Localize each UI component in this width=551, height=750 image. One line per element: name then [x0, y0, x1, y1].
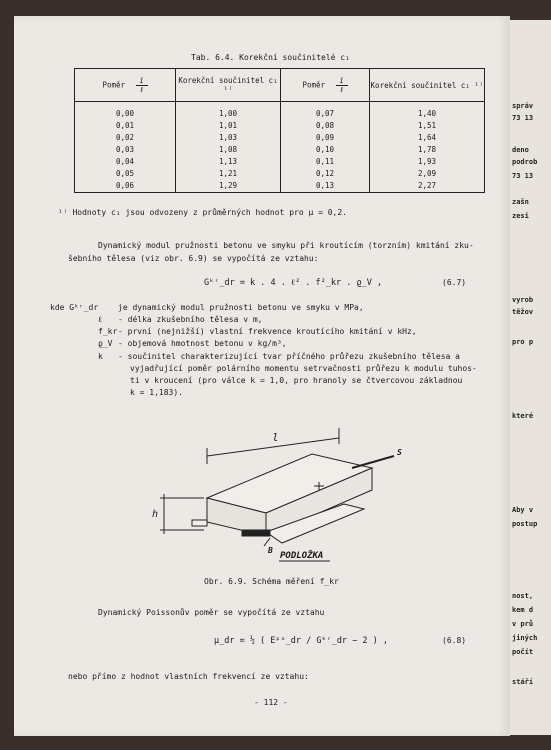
definition-text: k = 1,183).	[130, 388, 183, 397]
paragraph-line: nebo přímo z hodnot vlastních frekvencí ze vztahu:	[68, 672, 309, 681]
adjacent-page-text: vyrob	[512, 296, 534, 304]
adjacent-page-edge	[510, 20, 551, 735]
header-coef-1: Korekční součinitel c₁ ¹⁾	[176, 69, 281, 102]
table-cell: 1,78	[370, 144, 485, 156]
equation-6-7: Gᵏʳ_dr = k . 4 . ℓ² . f²_kr . ϱ_V ,	[204, 278, 383, 288]
table-cell: 0,06	[75, 180, 176, 193]
definition-symbol: k	[98, 352, 103, 361]
table-cell: 1,03	[176, 132, 281, 144]
table-cell: 0,08	[281, 120, 370, 132]
paragraph-line: šebního tělesa (viz obr. 6.9) se vypočítá ze vztahu:	[68, 254, 319, 263]
table-cell: 1,93	[370, 156, 485, 168]
definition-text: - objemová hmotnost betonu v kg/m³,	[118, 339, 287, 348]
adjacent-page-text: počít	[512, 648, 534, 656]
definition-text: vyjadřující poměr polárního momentu setrvačnosti průřezu k modulu tuhos-	[130, 364, 477, 373]
table-cell: 0,04	[75, 156, 176, 168]
table-cell: 2,09	[370, 168, 485, 180]
paragraph-line: Dynamický Poissonův poměr se vypočítá ze vztahu	[98, 608, 325, 617]
definition-text: - první (nejnižší) vlastní frekvence kroutícího kmitání v kHz,	[118, 327, 417, 336]
adjacent-page-text: 73 13	[512, 172, 534, 180]
sensor-b	[242, 530, 270, 536]
header-ratio-1: Poměr $\frac{i}{\text{ℓ}}$	[75, 69, 176, 102]
table-cell: 0,05	[75, 168, 176, 180]
equation-number: (6.7)	[442, 278, 467, 287]
adjacent-page-text: nost,	[512, 592, 534, 600]
adjacent-page-text: postup	[512, 520, 538, 528]
figure-caption: Obr. 6.9. Schéma měření f_kr	[204, 577, 339, 586]
table-cell: 1,40	[370, 102, 485, 121]
adjacent-page-text: 73 13	[512, 114, 534, 122]
table-cell: 0,01	[75, 120, 176, 132]
adjacent-page-text: jiných	[512, 634, 538, 642]
measurement-schema-figure	[14, 16, 510, 736]
header-coef-2: Korekční součinitel c₁ ¹⁾	[370, 69, 485, 102]
book-page	[14, 16, 510, 736]
ratio-fraction: $\frac{i}{\text{ℓ}}$	[336, 77, 348, 94]
adjacent-page-text: kem d	[512, 606, 534, 614]
ratio-fraction: $\frac{i}{\text{ℓ}}$	[136, 77, 148, 94]
definition-symbol: f_kr	[98, 327, 118, 336]
leader-line	[264, 538, 270, 546]
table-cell: 0,10	[281, 144, 370, 156]
adjacent-page-text: Aby v	[512, 506, 534, 514]
adjacent-page-text: zesi	[512, 212, 529, 220]
table-cell: 1,01	[176, 120, 281, 132]
table-cell: 0,09	[281, 132, 370, 144]
adjacent-page-text: pro p	[512, 338, 534, 346]
header-ratio-2: Poměr $\frac{i}{\text{ℓ}}$	[281, 69, 370, 102]
label-h: h	[152, 509, 159, 520]
adjacent-page-text: podrob	[512, 158, 538, 166]
adjacent-page-text: zašn	[512, 198, 529, 206]
adjacent-page-text: které	[512, 412, 534, 420]
table-caption: Tab. 6.4. Korekční součinitelé c₁	[191, 53, 350, 62]
adjacent-page-text: správ	[512, 102, 534, 110]
definition-symbol: kde Gᵏʳ_dr	[50, 303, 99, 312]
equation-6-8: μ_dr = ½ ( Eᵖᵒ_dr / Gᵏʳ_dr − 2 ) ,	[214, 636, 388, 646]
definition-symbol: ℓ	[98, 315, 102, 324]
equation-number: (6.8)	[442, 636, 467, 645]
table-cell: 0,00	[75, 102, 176, 121]
table-cell: 0,03	[75, 144, 176, 156]
table-cell: 1,00	[176, 102, 281, 121]
label-podlozka: PODLOŽKA	[280, 551, 324, 561]
table-cell: 0,12	[281, 168, 370, 180]
source-arrow	[352, 456, 394, 468]
table-cell: 2,27	[370, 180, 485, 193]
table-footnote: ¹⁾ Hodnoty c₁ jsou odvozeny z průměrných hodnot pro μ = 0,2.	[58, 208, 347, 217]
definition-text: - součinitel charakterizující tvar příčného průřezu zkušebního tělesa a	[118, 352, 460, 361]
table-cell: 0,13	[281, 180, 370, 193]
table-cell: 0,11	[281, 156, 370, 168]
table-cell: 1,21	[176, 168, 281, 180]
definition-symbol: ϱ_V	[98, 339, 113, 348]
page-number: - 112 -	[254, 698, 288, 707]
definition-text: je dynamický modul pružnosti betonu ve smyku v MPa,	[118, 303, 364, 312]
table-cell: 0,07	[281, 102, 370, 121]
table-cell: 0,02	[75, 132, 176, 144]
table-cell: 1,29	[176, 180, 281, 193]
table-cell: 1,64	[370, 132, 485, 144]
pad-left	[192, 520, 207, 526]
definition-text: - délka zkušebního tělesa v m,	[118, 315, 263, 324]
label-b: B	[268, 546, 273, 555]
adjacent-page-text: těžov	[512, 308, 534, 316]
label-l: l	[272, 431, 279, 444]
table-cell: 1,51	[370, 120, 485, 132]
adjacent-page-text: stáří	[512, 678, 534, 686]
label-s: S	[397, 448, 402, 457]
paragraph-line: Dynamický modul pružnosti betonu ve smyku při kroutícím (torzním) kmitání zku-	[98, 241, 474, 250]
adjacent-page-text: deno	[512, 146, 529, 154]
adjacent-page-text: v prů	[512, 620, 534, 628]
table-cell: 1,08	[176, 144, 281, 156]
table-cell: 1,13	[176, 156, 281, 168]
definition-text: ti v kroucení (pro válce k = 1,0, pro hranoly se čtvercovou základnou	[130, 376, 463, 385]
